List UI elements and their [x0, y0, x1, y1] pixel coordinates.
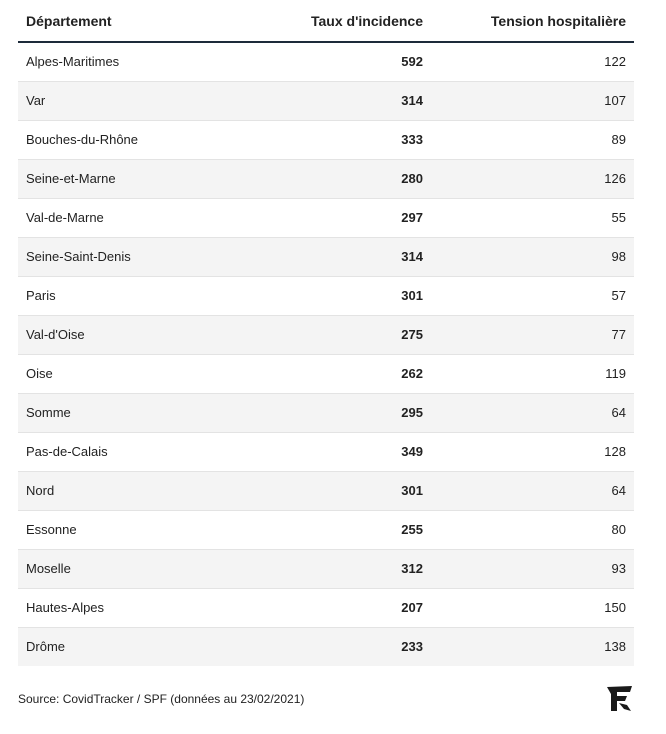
table-row — [18, 471, 634, 510]
table-row — [18, 120, 634, 159]
departement-cell: Val-de-Marne — [18, 198, 238, 237]
departement-cell: Oise — [18, 354, 238, 393]
table-row — [18, 159, 634, 198]
taux-cell: 233 — [238, 627, 431, 666]
departement-cell: Hautes-Alpes — [18, 588, 238, 627]
tension-cell: 89 — [431, 120, 634, 159]
tension-cell: 119 — [431, 354, 634, 393]
tension-cell: 80 — [431, 510, 634, 549]
departement-cell: Seine-Saint-Denis — [18, 237, 238, 276]
departement-cell: Var — [18, 81, 238, 120]
departement-cell: Paris — [18, 276, 238, 315]
table-row — [18, 588, 634, 627]
tension-cell: 55 — [431, 198, 634, 237]
table-row — [18, 81, 634, 120]
table-row — [18, 198, 634, 237]
taux-cell: 280 — [238, 159, 431, 198]
tension-cell: 77 — [431, 315, 634, 354]
table-row — [18, 393, 634, 432]
departement-cell: Essonne — [18, 510, 238, 549]
taux-cell: 275 — [238, 315, 431, 354]
departement-cell: Seine-et-Marne — [18, 159, 238, 198]
taux-cell: 262 — [238, 354, 431, 393]
departement-cell: Somme — [18, 393, 238, 432]
table-row — [18, 237, 634, 276]
taux-cell: 297 — [238, 198, 431, 237]
taux-cell: 314 — [238, 81, 431, 120]
tension-cell: 107 — [431, 81, 634, 120]
taux-cell: 592 — [238, 42, 431, 81]
tension-cell: 64 — [431, 393, 634, 432]
table-row — [18, 432, 634, 471]
taux-cell: 207 — [238, 588, 431, 627]
header-row — [18, 0, 634, 42]
table-row — [18, 42, 634, 81]
table-body — [18, 42, 634, 666]
table-row — [18, 354, 634, 393]
tension-cell: 138 — [431, 627, 634, 666]
table-row — [18, 276, 634, 315]
column-header-tension[interactable]: Tension hospitalière — [431, 0, 634, 42]
tension-cell: 98 — [431, 237, 634, 276]
departement-cell: Nord — [18, 471, 238, 510]
tension-cell: 122 — [431, 42, 634, 81]
departement-cell: Moselle — [18, 549, 238, 588]
departement-cell: Bouches-du-Rhône — [18, 120, 238, 159]
departement-cell: Pas-de-Calais — [18, 432, 238, 471]
taux-cell: 255 — [238, 510, 431, 549]
data-table — [18, 0, 634, 666]
taux-cell: 301 — [238, 471, 431, 510]
table-row — [18, 315, 634, 354]
taux-cell: 314 — [238, 237, 431, 276]
le-figaro-logo-icon — [605, 685, 635, 713]
tension-cell: 93 — [431, 549, 634, 588]
column-header-taux[interactable]: Taux d'incidence — [238, 0, 431, 42]
tension-cell: 126 — [431, 159, 634, 198]
departement-cell: Alpes-Maritimes — [18, 42, 238, 81]
tension-cell: 57 — [431, 276, 634, 315]
table-row — [18, 627, 634, 666]
departement-cell: Val-d'Oise — [18, 315, 238, 354]
table-row — [18, 510, 634, 549]
taux-cell: 349 — [238, 432, 431, 471]
table-row — [18, 549, 634, 588]
taux-cell: 301 — [238, 276, 431, 315]
tension-cell: 128 — [431, 432, 634, 471]
taux-cell: 312 — [238, 549, 431, 588]
departement-cell: Drôme — [18, 627, 238, 666]
tension-cell: 150 — [431, 588, 634, 627]
taux-cell: 295 — [238, 393, 431, 432]
source-note: Source: CovidTracker / SPF (données au 23/02/2021) — [18, 692, 305, 706]
taux-cell: 333 — [238, 120, 431, 159]
column-header-departement[interactable]: Département — [18, 0, 238, 42]
tension-cell: 64 — [431, 471, 634, 510]
